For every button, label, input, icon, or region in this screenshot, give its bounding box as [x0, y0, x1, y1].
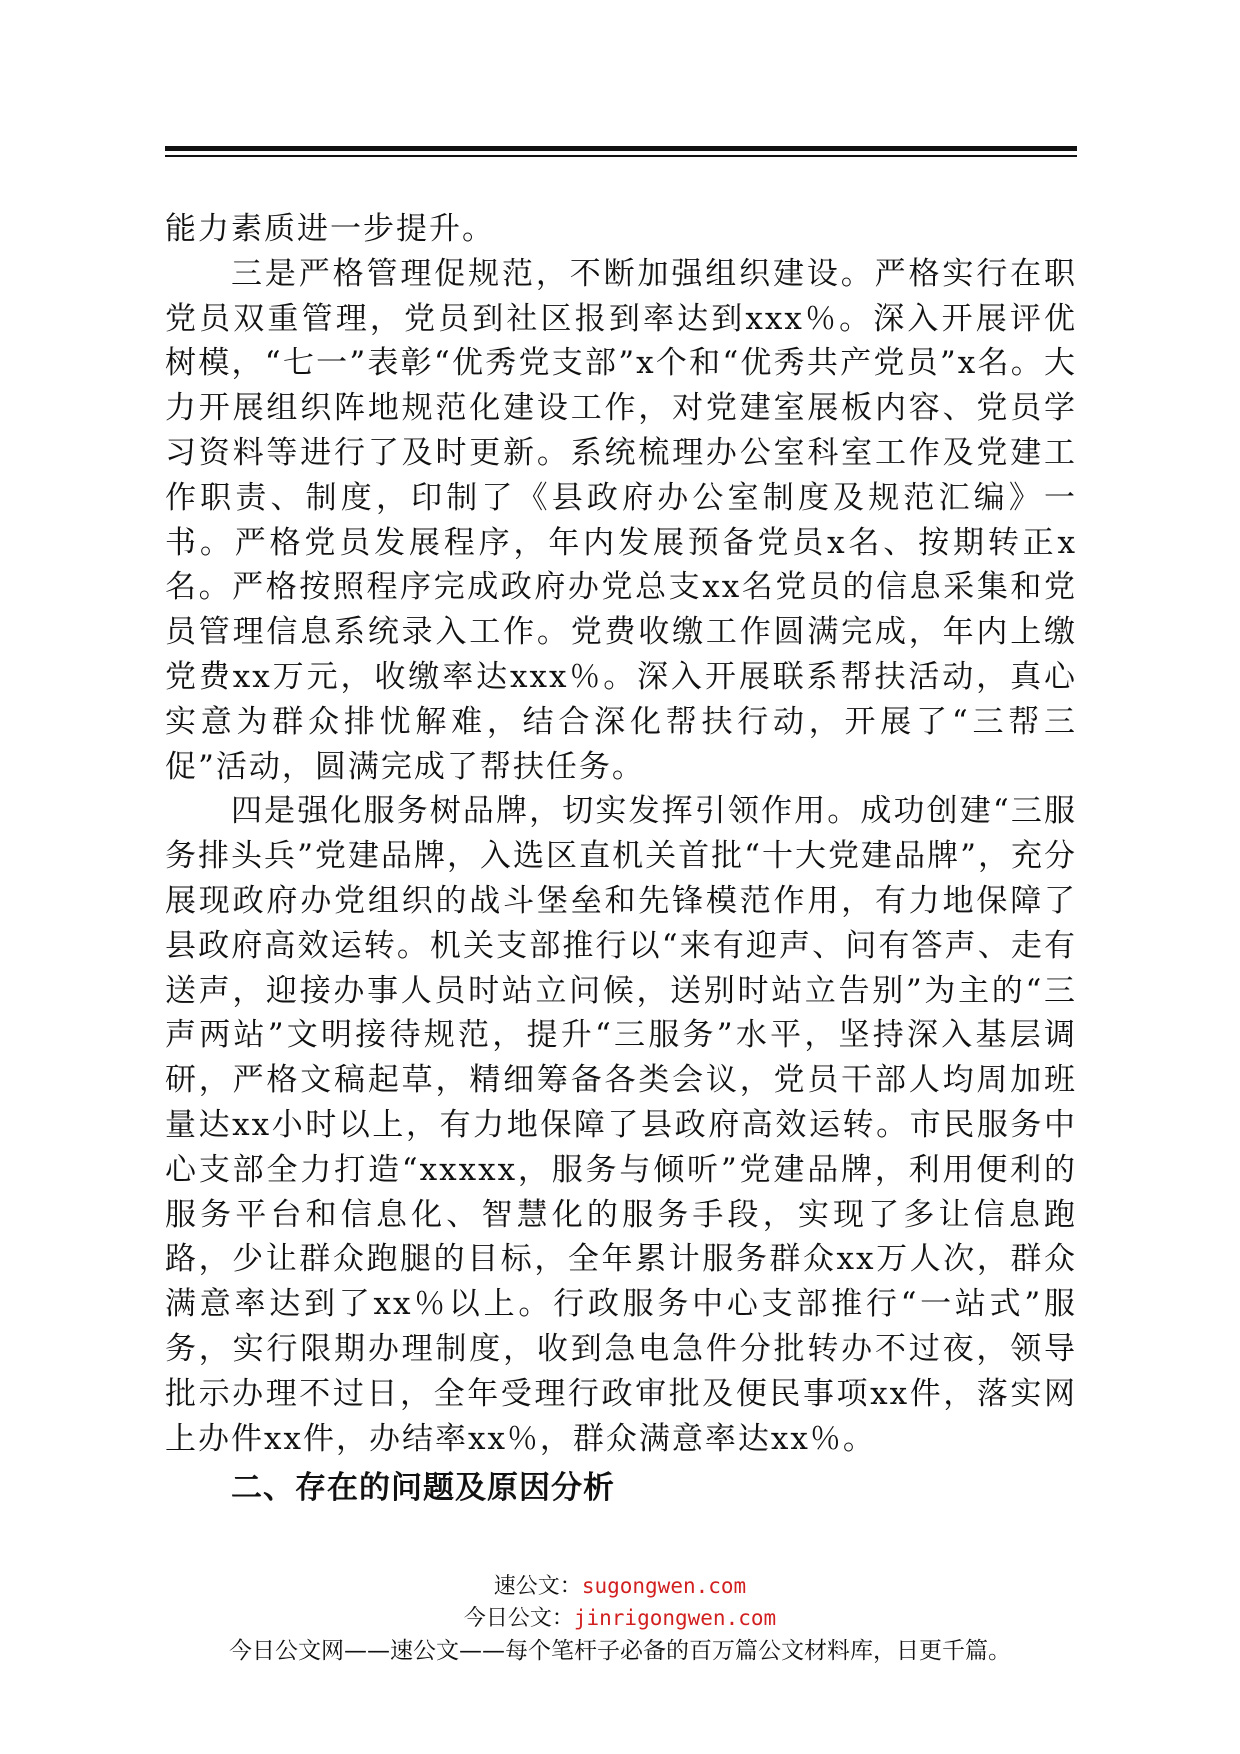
page-footer	[0, 1570, 1240, 1668]
footer-line-sugongwen	[0, 1570, 1240, 1602]
header-rule-thick	[165, 146, 1077, 151]
footer-line-jinrigongwen	[0, 1602, 1240, 1634]
paragraph-service-brand: 四是强化服务树品牌，切实发挥引领作用。成功创建“三服务排头兵”党建品牌，入选区直机关首批“十大党建品牌”，充分展现政府办党组织的战斗堡垒和先锋模范作用，有力地保障了县政府高效运转。机关支部推行以“来有迎声、问有答声、走有送声，迎接办事人员时站立问候，送别时站立告别”为主的“三声两站”文明接待规范，提升“三服务”水平，坚持深入基层调研，严格文稿起草，精细筹备各类会议，党员干部人均周加班量达xx小时以上，有力地保障了县政府高效运转。市民服务中心支部全力打造“xxxxx，服务与倾听”党建品牌，利用便利的服务平台和信息化、智慧化的服务手段，实现了多让信息跑路，少让群众跑腿的目标，全年累计服务群众xx万人次，群众满意率达到了xx％以上。行政服务中心支部推行“一站式”服务，实行限期办理制度，收到急电急件分批转办不过夜，领导批示办理不过日，全年受理行政审批及便民事项xx件，落实网上办件xx件，办结率xx％，群众满意率达xx％。	[165, 793, 1077, 1457]
footer-link-sugongwen[interactable]: sugongwen.com	[581, 1574, 747, 1598]
paragraph-management: 三是严格管理促规范，不断加强组织建设。严格实行在职党员双重管理，党员到社区报到率达到xxx％。深入开展评优树模，“七一”表彰“优秀党支部”x个和“优秀共产党员”x名。大力开展组织阵地规范化建设工作，对党建室展板内容、党员学习资料等进行了及时更新。系统梳理办公室科室工作及党建工作职责、制度，印制了《县政府办公室制度及规范汇编》一书。严格党员发展程序，年内发展预备党员x名、按期转正x名。严格按照程序完成政府办党总支xx名党员的信息采集和党员管理信息系统录入工作。党费收缴工作圆满完成，年内上缴党费xx万元，收缴率达xxx％。深入开展联系帮扶活动，真心实意为群众排忧解难，结合深化帮扶行动，开展了“三帮三促”活动，圆满完成了帮扶任务。	[165, 255, 1077, 785]
document-body	[165, 207, 1077, 1511]
paragraph-continuation: 能力素质进一步提升。	[165, 211, 495, 247]
footer-link-jinrigongwen[interactable]: jinrigongwen.com	[573, 1606, 777, 1630]
footer-label-jinrigongwen: 今日公文：	[463, 1606, 574, 1631]
header-rule-thin	[165, 155, 1077, 157]
footer-tagline: 今日公文网——速公文——每个笔杆子必备的百万篇公文材料库，日更千篇。	[229, 1638, 1011, 1664]
footer-label-sugongwen: 速公文：	[493, 1574, 582, 1599]
section-heading: 二、存在的问题及原因分析	[231, 1470, 615, 1507]
